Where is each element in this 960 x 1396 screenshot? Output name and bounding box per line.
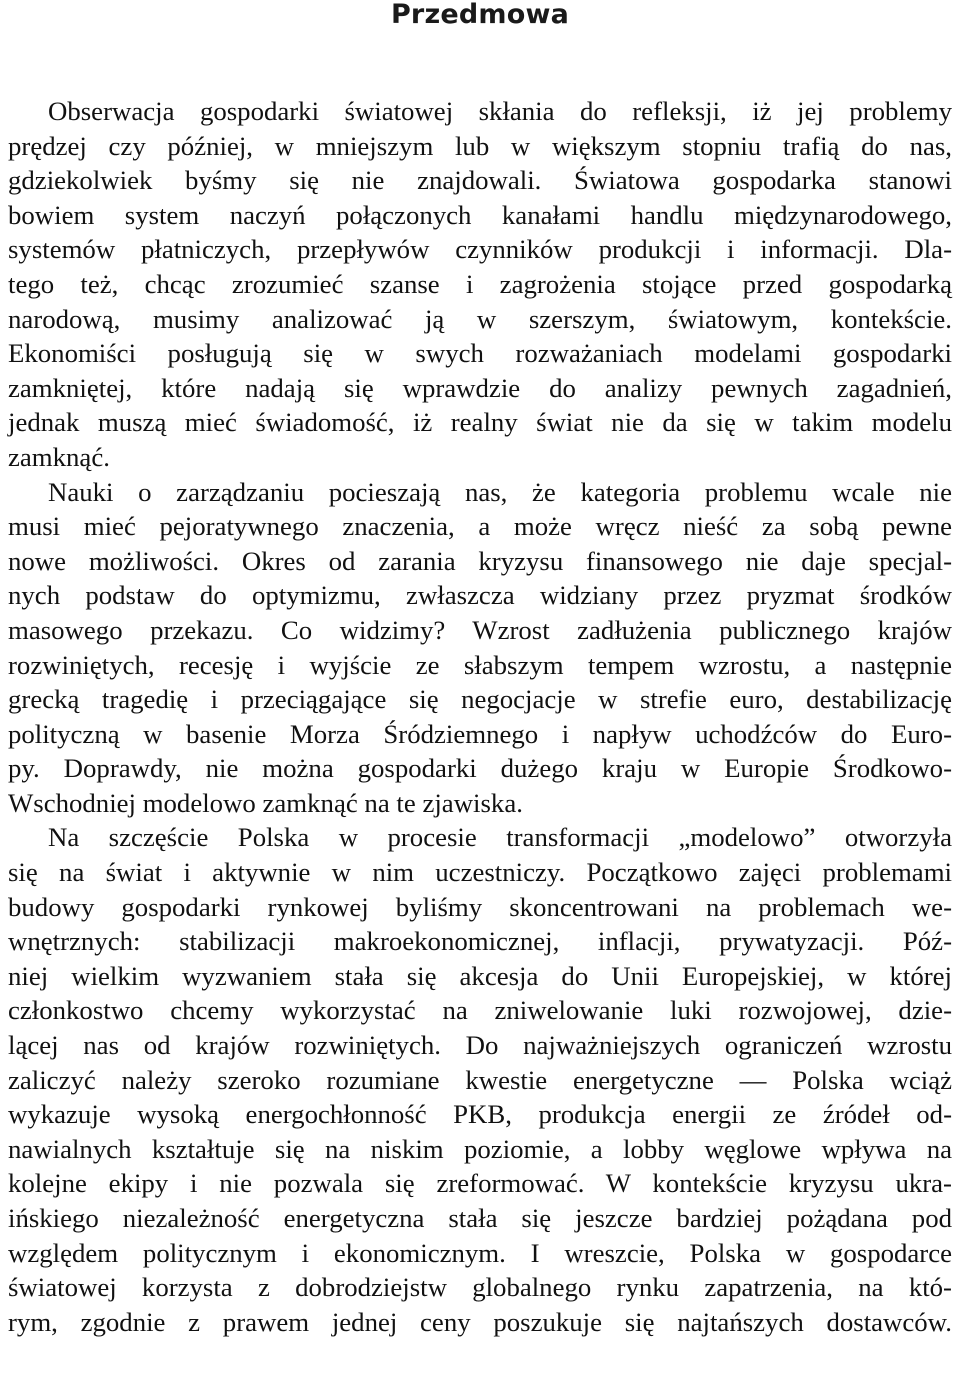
- text-line: zamkniętej, które nadają się wprawdzie do analizy pewnych zagadnień,: [8, 372, 952, 403]
- text-line: niej wielkim wyzwaniem stała się akcesja do Unii Europejskiej, w której: [8, 960, 952, 991]
- text-line: gdziekolwiek byśmy się nie znajdowali. Światowa gospodarka stanowi: [8, 165, 952, 196]
- text-line: rym, zgodnie z prawem jednej ceny poszukuje się najtańszych dostawców.: [8, 1306, 952, 1337]
- text-line: członkostwo chcemy wykorzystać na zniwelowanie luki rozwojowej, dzie-: [8, 995, 952, 1026]
- text-line: się na świat i aktywnie w nim uczestniczy. Początkowo zajęci problemami: [8, 857, 952, 888]
- text-line: bowiem system naczyń połączonych kanałami handlu międzynarodowego,: [8, 199, 952, 230]
- text-line: rozwiniętych, recesję i wyjście ze słabszym tempem wzrostu, a następnie: [8, 649, 952, 680]
- text-line: py. Doprawdy, nie można gospodarki dużego kraju w Europie Środkowo-: [8, 753, 952, 784]
- text-line: względem politycznym i ekonomicznym. I wreszcie, Polska w gospodarce: [8, 1237, 952, 1268]
- paragraph-3: [8, 820, 952, 1339]
- text-line: wnętrznych: stabilizacji makroekonomicznej, inflacji, prywatyzacji. Póź-: [8, 926, 952, 957]
- text-line: grecką tragedię i przeciągające się negocjacje w strefie euro, destabilizację: [8, 684, 952, 715]
- text-line: nych podstaw do optymizmu, zwłaszcza widziany przez pryzmat środków: [8, 580, 952, 611]
- document-page: [8, 0, 952, 1339]
- text-line: musi mieć pejoratywnego znaczenia, a może wręcz nieść za sobą pewne: [8, 511, 952, 542]
- text-line: tego też, chcąc zrozumieć szanse i zagrożenia stojące przed gospodarką: [8, 268, 952, 299]
- text-line: Obserwacja gospodarki światowej skłania do refleksji, iż jej problemy: [48, 96, 952, 126]
- text-line: światowej korzysta z dobrodziejstw globalnego rynku zapatrzenia, na któ-: [8, 1272, 952, 1303]
- text-line: narodową, musimy analizować ją w szerszym, światowym, kontekście.: [8, 303, 952, 334]
- text-line: prędzej czy później, w mniejszym lub w większym stopniu trafią do nas,: [8, 130, 952, 161]
- text-line: ińskiego niezależność energetyczna stała się jeszcze bardziej pożądana pod: [8, 1203, 952, 1233]
- text-line: polityczną w basenie Morza Śródziemnego i napływ uchodźców do Euro-: [8, 718, 952, 749]
- text-line: systemów płatniczych, przepływów czynników produkcji i informacji. Dla-: [8, 234, 952, 265]
- text-line: zaliczyć należy szeroko rozumiane kwestie energetyczne — Polska wciąż: [8, 1064, 952, 1095]
- text-line: masowego przekazu. Co widzimy? Wzrost zadłużenia publicznego krajów: [8, 614, 952, 645]
- text-line: budowy gospodarki rynkowej byliśmy skoncentrowani na problemach we-: [8, 891, 952, 922]
- text-line: Na szczęście Polska w procesie transformacji „modelowo” otworzyła: [48, 822, 952, 853]
- page-title: Przedmowa: [390, 0, 570, 30]
- text-line: zamknąć.: [8, 441, 110, 472]
- text-line: nawialnych kształtuje się na niskim poziomie, a lobby węglowe wpływa na: [8, 1133, 952, 1164]
- body-text: [8, 94, 952, 1339]
- text-line: lącej nas od krajów rozwiniętych. Do najważniejszych ograniczeń wzrostu: [8, 1030, 952, 1061]
- text-line: nowe możliwości. Okres od zarania kryzysu finansowego nie daje specjal-: [8, 545, 952, 576]
- text-line: Nauki o zarządzaniu pocieszają nas, że kategoria problemu wcale nie: [48, 476, 952, 507]
- text-line: jednak muszą mieć świadomość, iż realny świat nie da się w takim modelu: [8, 407, 952, 438]
- text-line: wykazuje wysoką energochłonność PKB, produkcja energii ze źródeł od-: [8, 1099, 952, 1130]
- text-line: kolejne ekipy i nie pozwala się zreformować. W kontekście kryzysu ukra-: [8, 1168, 952, 1199]
- paragraph-2: [8, 475, 952, 821]
- text-line: Wschodniej modelowo zamknąć na te zjawiska.: [8, 787, 523, 818]
- text-line: Ekonomiści posługują się w swych rozważaniach modelami gospodarki: [8, 338, 952, 369]
- paragraph-1: [8, 94, 952, 475]
